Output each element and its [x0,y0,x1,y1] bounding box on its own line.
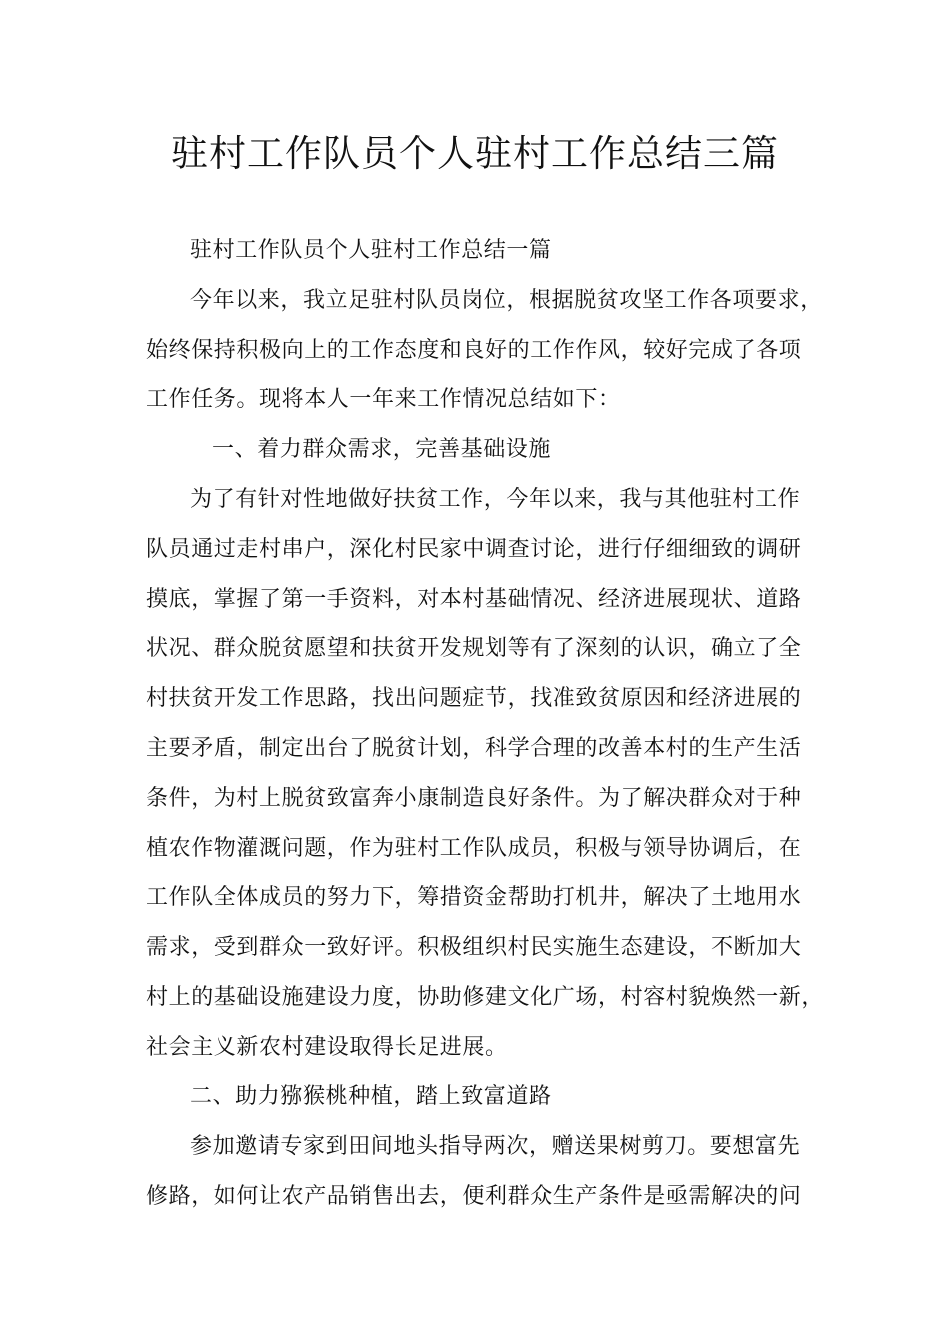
paragraph-line: 工作队全体成员的努力下，筹措资金帮助打机井，解决了土地用水 [146,885,802,910]
paragraph-line: 社会主义新农村建设取得长足进展。 [146,1035,508,1060]
paragraph-line: 需求，受到群众一致好评。积极组织村民实施生态建设，不断加大 [146,935,802,960]
paragraph-line: 修路，如何让农产品销售出去，便利群众生产条件是亟需解决的问 [146,1184,802,1209]
section-heading: 一、着力群众需求，完善基础设施 [212,437,552,462]
paragraph-line: 今年以来，我立足驻村队员岗位，根据脱贫攻坚工作各项要求， [190,288,823,313]
section-heading: 二、助力猕猴桃种植，踏上致富道路 [190,1084,552,1109]
paragraph-line: 参加邀请专家到田间地头指导两次，赠送果树剪刀。要想富先 [190,1134,801,1159]
paragraph-line: 条件，为村上脱贫致富奔小康制造良好条件。为了解决群众对于种 [146,786,802,811]
subtitle-line: 驻村工作队员个人驻村工作总结一篇 [190,238,552,263]
paragraph-line: 队员通过走村串户，深化村民家中调查讨论，进行仔细细致的调研 [146,537,802,562]
paragraph-line: 村扶贫开发工作思路，找出问题症节，找准致贫原因和经济进展的 [146,686,802,711]
paragraph-line: 始终保持积极向上的工作态度和良好的工作作风，较好完成了各项 [146,338,802,363]
paragraph-line: 为了有针对性地做好扶贫工作，今年以来，我与其他驻村工作 [190,487,801,512]
paragraph-line: 植农作物灌溉问题，作为驻村工作队成员，积极与领导协调后，在 [146,836,802,861]
document-title: 驻村工作队员个人驻村工作总结三篇 [171,132,779,175]
paragraph-line: 状况、群众脱贫愿望和扶贫开发规划等有了深刻的认识，确立了全 [146,636,802,661]
paragraph-line: 摸底，掌握了第一手资料，对本村基础情况、经济进展现状、道路 [146,587,802,612]
paragraph-line: 村上的基础设施建设力度，协助修建文化广场，村容村貌焕然一新， [146,985,825,1010]
paragraph-line: 主要矛盾，制定出台了脱贫计划，科学合理的改善本村的生产生活 [146,736,802,761]
paragraph-line: 工作任务。现将本人一年来工作情况总结如下： [146,387,621,412]
